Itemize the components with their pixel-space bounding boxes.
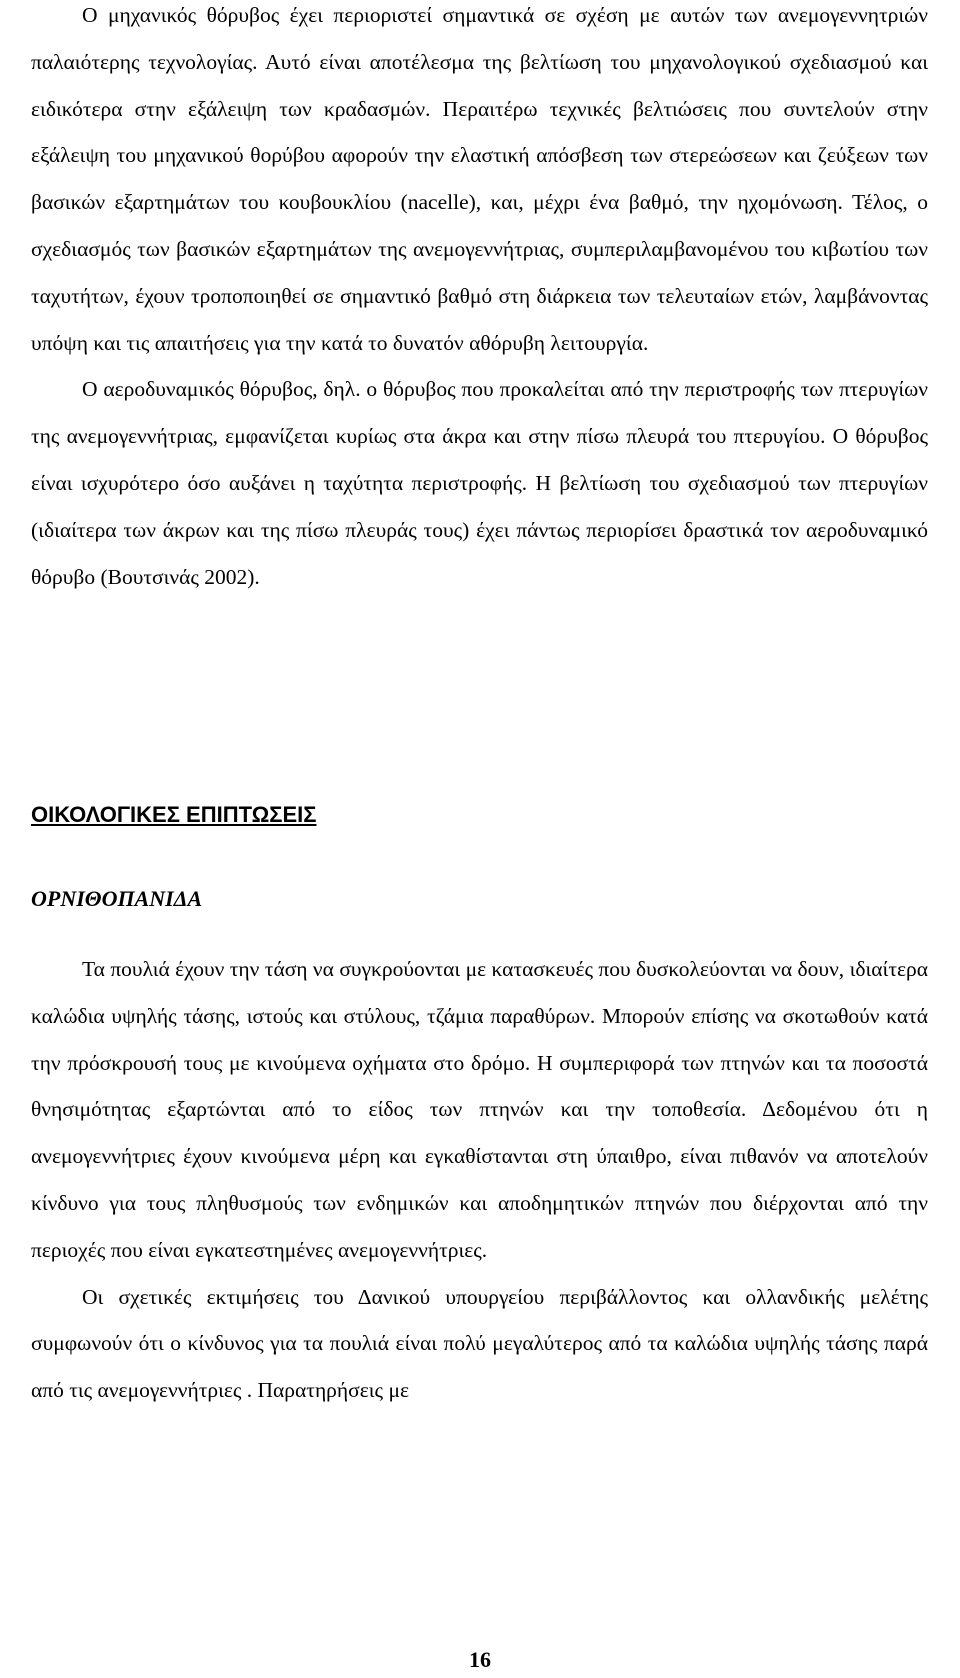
paragraph-bird-collisions: Τα πουλιά έχουν την τάση να συγκρούονται με κατασκευές που δυσκολεύονται να δουν, ιδιαίτερα καλώδια υψηλής τάσης, ιστούς και στύλους, τζάμια παραθύρων. Μπορούν επίσης να σκοτωθούν κατά την πρόσκρουσή τους με κινούμενα οχήματα στο δρόμο. Η συμπεριφορά των πτηνών και τα ποσοστά θνησιμότητας εξαρτώνται από το είδος των πτηνών και την τοποθεσία. Δεδομένου ότι η ανεμογεννήτριες έχουν κινούμενα μέρη και εγκαθίστανται στη ύπαιθρο, είναι πιθανόν να αποτελούν κίνδυνο για τους πληθυσμούς των ενδημικών και αποδημητικών πτηνών που διέρχονται από την περιοχές που είναι εγκατεστημένες ανεμογεννήτριες.	[31, 957, 928, 1262]
page-number: 16	[469, 1647, 491, 1672]
paragraph-aerodynamic-noise: Ο αεροδυναμικός θόρυβος, δηλ. ο θόρυβος που προκαλείται από την περιστροφής των πτερυγίων της ανεμογεννήτριας, εμφανίζεται κυρίως στα άκρα και στην πίσω πλευρά του πτερυγίου. Ο θόρυβος είναι ισχυρότερο όσο αυξάνει η ταχύτητα περιστροφής. Η βελτίωση του σχεδιασμού των πτερυγίων (ιδιαίτερα των άκρων και της πίσω πλευράς τους) έχει πάντως περιορίσει δραστικά τον αεροδυναμικό θόρυβο (Βουτσινάς 2002).	[31, 377, 928, 589]
subsection-heading: ΟΡΝΙΘΟΠΑΝΙΔΑ	[31, 886, 203, 911]
section-heading: ΟΙΚΟΛΟΓΙΚΕΣ ΕΠΙΠΤΩΣΕΙΣ	[31, 802, 317, 827]
section-birds	[31, 946, 928, 1414]
paragraph-mechanical-noise: Ο μηχανικός θόρυβος έχει περιοριστεί σημαντικά σε σχέση με αυτών των ανεμογεννητριών παλαιότερης τεχνολογίας. Αυτό είναι αποτέλεσμα της βελτίωση του μηχανολογικού σχεδιασμού και ειδικότερα στην εξάλειψη των κραδασμών. Περαιτέρω τεχνικές βελτιώσεις που συντελούν στην εξάλειψη του μηχανικού θορύβου αφορούν την ελαστική απόσβεση των στερεώσεων και ζεύξεων των βασικών εξαρτημάτων του κουβουκλίου (nacelle), και, μέχρι ένα βαθμό, την ηχομόνωση. Τέλος, ο σχεδιασμός των βασικών εξαρτημάτων της ανεμογεννήτριας, συμπεριλαμβανομένου του κιβωτίου των ταχυτήτων, έχουν τροποποιηθεί σε σημαντικό βαθμό στη διάρκεια των τελευταίων ετών, λαμβάνοντας υπόψη και τις απαιτήσεις για την κατά το δυνατόν αθόρυβη λειτουργία.	[31, 3, 928, 355]
section-noise	[31, 0, 928, 600]
paragraph-danish-study: Οι σχετικές εκτιμήσεις του Δανικού υπουργείου περιβάλλοντος και ολλανδικής μελέτης συμφωνούν ότι ο κίνδυνος για τα πουλιά είναι πολύ μεγαλύτερος από τα καλώδια υψηλής τάσης παρά από τις ανεμογεννήτριες . Παρατηρήσεις με	[31, 1284, 928, 1403]
